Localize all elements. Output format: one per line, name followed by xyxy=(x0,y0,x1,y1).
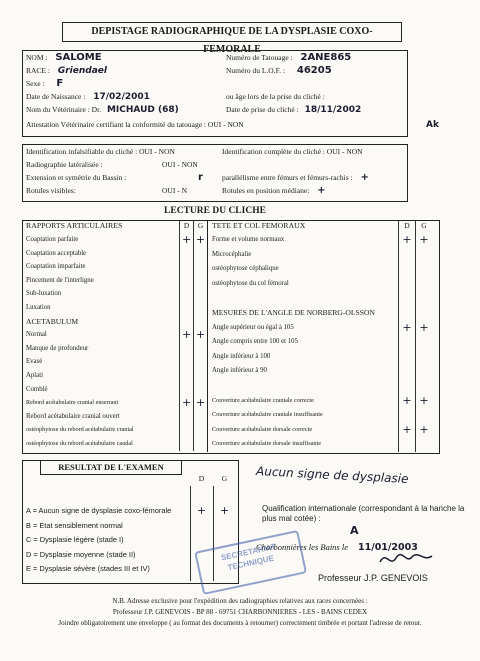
left-col-d: D xyxy=(179,221,193,233)
ident-rotules-mediane xyxy=(222,186,406,199)
veterinaire-row xyxy=(26,105,226,118)
row-label: Angle supérieur ou égal à 105 xyxy=(212,323,294,331)
ident-rotules-choice: OUI - N xyxy=(162,186,187,195)
left-table xyxy=(23,221,207,451)
table-row xyxy=(209,321,437,336)
right-col-g: G xyxy=(415,221,432,233)
row-mark-g xyxy=(415,277,432,292)
right-table xyxy=(209,221,437,452)
result-row xyxy=(26,519,236,534)
row-mark-d xyxy=(179,287,193,301)
table-row xyxy=(23,410,207,424)
stamp-text: SECRETARIAT TECHNIQUE xyxy=(194,530,307,595)
nom-label: NOM : xyxy=(26,53,48,62)
date-cliche-label: Date de prise du cliché : xyxy=(226,105,299,114)
ident-infalsifiable-label: Identification infalsifiable du cliché : OUI - NON xyxy=(26,147,175,156)
result-cols-header xyxy=(190,474,236,483)
lof-value: 46205 xyxy=(296,65,332,76)
ident-infalsifiable xyxy=(26,147,221,160)
row-mark-d xyxy=(179,274,193,288)
row-mark-g: + xyxy=(193,396,207,410)
ident-complete xyxy=(222,147,406,160)
row-label xyxy=(209,379,398,394)
footer xyxy=(0,596,480,629)
row-label: Luxation xyxy=(26,303,51,311)
footer-line3: Joindre obligatoirement une enveloppe ( au format des documents à retourner) correctement timbrée et portant l'adresse de retour. xyxy=(58,619,422,627)
row-mark-g xyxy=(193,410,207,424)
identity-left xyxy=(26,53,226,118)
ident-extension xyxy=(26,173,221,186)
nom-row xyxy=(26,53,226,66)
date-cliche-row xyxy=(226,105,406,118)
table-row xyxy=(23,328,207,342)
table-row xyxy=(209,364,437,379)
sexe-value: F xyxy=(56,78,64,89)
row-label: Rebord acétabulaire cranial ouvert xyxy=(26,412,120,420)
row-label: Coaptation imparfaite xyxy=(26,263,86,271)
sexe-row xyxy=(26,79,226,92)
row-mark-d xyxy=(398,335,415,350)
row-mark-d xyxy=(398,408,415,423)
result-row-label: C = Dysplasie légère (stade I) xyxy=(26,535,124,544)
spacer-row xyxy=(226,79,406,92)
qualification-label: Qualification internationale (correspondant à la hanche la plus mal cotée) : xyxy=(262,504,465,523)
table-row xyxy=(209,291,437,306)
row-mark-g xyxy=(193,315,207,329)
ident-lateralisee-label: Radiographie latéralisée : xyxy=(26,160,103,169)
row-label: Microcéphalie xyxy=(212,250,252,258)
result-row-label: E = Dysplasie sévère (stades III et IV) xyxy=(26,564,150,573)
table-row xyxy=(209,408,437,423)
nom-value: SALOME xyxy=(55,52,102,63)
ident-lateralisee-choice: OUI - NON xyxy=(162,160,198,169)
ident-extension-label: Extension et symétrie du Bassin : xyxy=(26,173,127,182)
footer-line1: N.B. Adresse exclusive pour l'expédition des radiographies relatives aux races concernées : xyxy=(112,597,368,605)
ident-rotules-label: Rotules visibles: xyxy=(26,186,76,195)
table-row xyxy=(209,350,437,365)
row-mark-d: + xyxy=(398,423,415,438)
row-label xyxy=(209,291,398,306)
row-mark-d xyxy=(179,437,193,451)
row-label: Couverture acétabulaire dorsale correcte xyxy=(212,425,313,433)
veterinaire-value: MICHAUD (68) xyxy=(106,105,179,115)
row-mark-d xyxy=(398,306,415,321)
age-row xyxy=(226,92,406,105)
table-row xyxy=(23,355,207,369)
row-mark-d: + xyxy=(179,328,193,342)
row-mark-g xyxy=(415,379,432,394)
row-mark-g: + xyxy=(193,233,207,247)
table-row xyxy=(23,233,207,247)
left-table-rows xyxy=(23,233,207,451)
qualification-value: A xyxy=(350,524,359,537)
row-label: Angle compris entre 100 et 105 xyxy=(212,338,298,346)
ident-extension-mark: r xyxy=(198,172,203,183)
right-table-rows xyxy=(209,233,437,452)
row-label: Couverture acétabulaire craniale correcte xyxy=(212,396,314,404)
row-mark-g xyxy=(415,262,432,277)
tatouage-label: Numéro de Tatouage : xyxy=(226,53,293,62)
place-date-value: 11/01/2003 xyxy=(358,542,418,553)
left-table-header xyxy=(23,221,207,233)
result-col-d: D xyxy=(198,474,205,483)
row-mark-g xyxy=(193,423,207,437)
left-header-label: RAPPORTS ARTICULAIRES xyxy=(26,221,123,230)
naissance-value: 17/02/2001 xyxy=(93,92,150,102)
result-mark-d: + xyxy=(196,504,207,517)
table-row xyxy=(23,396,207,410)
row-label: Forme et volume normaux xyxy=(212,236,285,243)
result-row-label: D = Dysplasie moyenne (stade II) xyxy=(26,549,136,559)
ident-rotules xyxy=(26,186,221,199)
row-mark-d xyxy=(398,379,415,394)
row-mark-d xyxy=(179,342,193,356)
row-label: Sub-luxation xyxy=(26,290,62,298)
ident-parallelisme-label: parallélisme entre fémurs et fémurs-rachis : xyxy=(222,173,353,182)
row-mark-d xyxy=(179,315,193,329)
right-col-d: D xyxy=(398,221,415,233)
row-mark-d xyxy=(179,369,193,383)
row-label: ACETABULUM xyxy=(26,316,79,326)
table-row xyxy=(23,301,207,315)
ident-lateralisee xyxy=(26,160,221,173)
row-mark-g xyxy=(415,408,432,423)
table-row xyxy=(209,335,437,350)
race-value: Griendael xyxy=(57,66,107,76)
result-mark-d xyxy=(190,519,213,534)
table-row xyxy=(23,287,207,301)
attestation-text: Attestation Vétérinaire certifiant la conformité du tatouage : OUI - NON xyxy=(26,120,244,129)
row-mark-g: + xyxy=(415,233,432,248)
signature-scribble xyxy=(376,548,436,570)
left-col-g: G xyxy=(193,221,207,233)
table-row xyxy=(23,437,207,451)
row-mark-g xyxy=(415,364,432,379)
lof-label: Numéro du L.O.F. : xyxy=(226,66,285,75)
row-mark-d: + xyxy=(179,396,193,410)
row-mark-g xyxy=(193,287,207,301)
table-row xyxy=(209,277,437,292)
form-title-box xyxy=(62,22,402,55)
row-mark-d xyxy=(398,248,415,263)
row-mark-g xyxy=(193,437,207,451)
row-mark-d: + xyxy=(398,394,415,409)
identity-right xyxy=(226,53,406,118)
row-label: Normal xyxy=(26,331,47,339)
row-label: Angle inférieur à 100 xyxy=(212,352,271,360)
naissance-row xyxy=(26,92,226,105)
row-label: Manque de profondeur xyxy=(26,344,89,352)
footer-line2: Professeur J.P. GENEVOIS - BP 88 - 69751 CHARBONNIERES - LES - BAINS CEDEX xyxy=(112,608,368,616)
row-mark-g xyxy=(193,369,207,383)
row-label: Couverture acétabulaire dorsale insuffisante xyxy=(212,440,321,448)
result-mark-g: + xyxy=(219,504,230,517)
ident-rotules-mediane-label: Rotules en position médiane: xyxy=(222,186,310,195)
initials-mark: Ak xyxy=(426,120,439,130)
row-label: Coaptation parfaite xyxy=(26,236,79,243)
row-mark-g xyxy=(415,306,432,321)
row-label: Evasé xyxy=(26,358,43,366)
row-label: MESURES DE L'ANGLE DE NORBERG-OLSSON xyxy=(212,307,375,317)
veterinaire-label: Nom du Vétérinaire : Dr. xyxy=(26,105,102,114)
table-row xyxy=(23,423,207,437)
row-label: ostéophytose céphalique xyxy=(212,265,279,273)
row-mark-g xyxy=(193,383,207,397)
row-label: Rebord acétabulaire cranial enserrant xyxy=(26,399,119,407)
row-mark-g xyxy=(193,274,207,288)
table-row xyxy=(23,247,207,261)
row-mark-d xyxy=(179,410,193,424)
identification-right xyxy=(222,147,406,199)
table-row xyxy=(209,248,437,263)
table-row xyxy=(209,233,437,248)
row-label: Couverture acétabulaire craniale insuffisante xyxy=(212,411,323,419)
sexe-label: Sexe : xyxy=(26,79,45,88)
ident-complete-label: Identification complète du cliché : xyxy=(222,147,325,156)
row-mark-d: + xyxy=(179,233,193,247)
result-row-label: B = Etat sensiblement normal xyxy=(26,520,123,530)
table-row xyxy=(209,437,437,452)
row-label: ostéophytose du col fémoral xyxy=(212,279,289,287)
result-mark-g xyxy=(213,519,236,534)
row-mark-d: + xyxy=(398,233,415,248)
row-label: ostéophytose du rebord acétabulaire caudal xyxy=(26,439,133,447)
table-row xyxy=(23,274,207,288)
row-label: Coaptation acceptable xyxy=(26,249,87,257)
result-mark-d xyxy=(190,533,213,548)
row-label: Pincement de l'interligne xyxy=(26,276,94,284)
table-row xyxy=(23,260,207,274)
row-mark-d xyxy=(398,291,415,306)
lecture-title: LECTURE DU CLICHE xyxy=(164,206,266,216)
table-row xyxy=(23,383,207,397)
identification-left xyxy=(26,147,221,199)
age-label: ou âge lors de la prise du cliché : xyxy=(226,92,325,101)
table-row xyxy=(209,423,437,438)
row-mark-d xyxy=(179,260,193,274)
row-mark-g: + xyxy=(415,394,432,409)
right-header-label: TETE ET COL FEMORAUX xyxy=(212,221,306,230)
qualification-block xyxy=(262,504,467,537)
row-mark-d: + xyxy=(398,321,415,336)
result-row xyxy=(26,504,236,519)
row-mark-g xyxy=(193,260,207,274)
table-row xyxy=(209,394,437,409)
row-mark-g xyxy=(193,342,207,356)
row-mark-g xyxy=(415,350,432,365)
right-table-header xyxy=(209,221,437,233)
row-mark-g xyxy=(415,291,432,306)
ident-blank xyxy=(222,160,406,173)
attestation-row xyxy=(26,120,244,129)
row-label: ostéophytose du rebord acétabulaire cranial xyxy=(26,426,134,434)
row-mark-d xyxy=(398,277,415,292)
ident-parallelisme xyxy=(222,173,406,186)
result-row xyxy=(26,533,236,548)
naissance-label: Date de Naissance : xyxy=(26,92,86,101)
row-mark-g xyxy=(193,301,207,315)
result-col-g: G xyxy=(221,474,228,483)
table-row xyxy=(209,379,437,394)
row-mark-d xyxy=(179,355,193,369)
result-title: RESULTAT DE L'EXAMEN xyxy=(58,462,164,472)
row-label: Angle inférieur à 90 xyxy=(212,367,267,375)
table-row xyxy=(209,306,437,321)
result-title-box xyxy=(40,460,182,475)
row-mark-g xyxy=(415,335,432,350)
row-mark-g: + xyxy=(415,321,432,336)
ident-complete-choice: OUI - NON xyxy=(326,147,363,156)
row-mark-g xyxy=(415,437,432,452)
row-mark-d xyxy=(398,364,415,379)
tatouage-value: 2ANE865 xyxy=(300,52,352,63)
date-cliche-value: 18/11/2002 xyxy=(304,105,362,115)
ident-parallelisme-mark: + xyxy=(360,172,369,183)
row-mark-d xyxy=(179,247,193,261)
ident-rotules-mediane-mark: + xyxy=(317,185,326,196)
signature-name: Professeur J.P. GENEVOIS xyxy=(318,573,428,583)
row-mark-g: + xyxy=(193,328,207,342)
row-mark-d xyxy=(179,423,193,437)
row-mark-d xyxy=(398,437,415,452)
table-row xyxy=(209,262,437,277)
table-row xyxy=(23,369,207,383)
row-mark-g xyxy=(193,355,207,369)
race-label: RACE : xyxy=(26,66,50,75)
result-row-label: A = Aucun signe de dysplasie coxo-fémorale xyxy=(26,506,172,515)
row-mark-d xyxy=(179,383,193,397)
row-mark-d xyxy=(398,350,415,365)
row-mark-g: + xyxy=(415,423,432,438)
row-mark-d xyxy=(179,301,193,315)
handwritten-note: Aucun signe de dysplasie xyxy=(255,464,409,486)
form-title: DEPISTAGE RADIOGRAPHIQUE DE LA DYSPLASIE COXO-FEMORALE xyxy=(91,26,373,55)
row-mark-g xyxy=(193,247,207,261)
table-row xyxy=(23,315,207,329)
table-row xyxy=(23,342,207,356)
row-mark-g xyxy=(415,248,432,263)
lof-row xyxy=(226,66,406,79)
row-label: Aplati xyxy=(26,371,43,379)
place-date-label: Charbonnières les Bains le xyxy=(256,542,348,552)
row-mark-d xyxy=(398,262,415,277)
row-label: Comblé xyxy=(26,385,48,393)
